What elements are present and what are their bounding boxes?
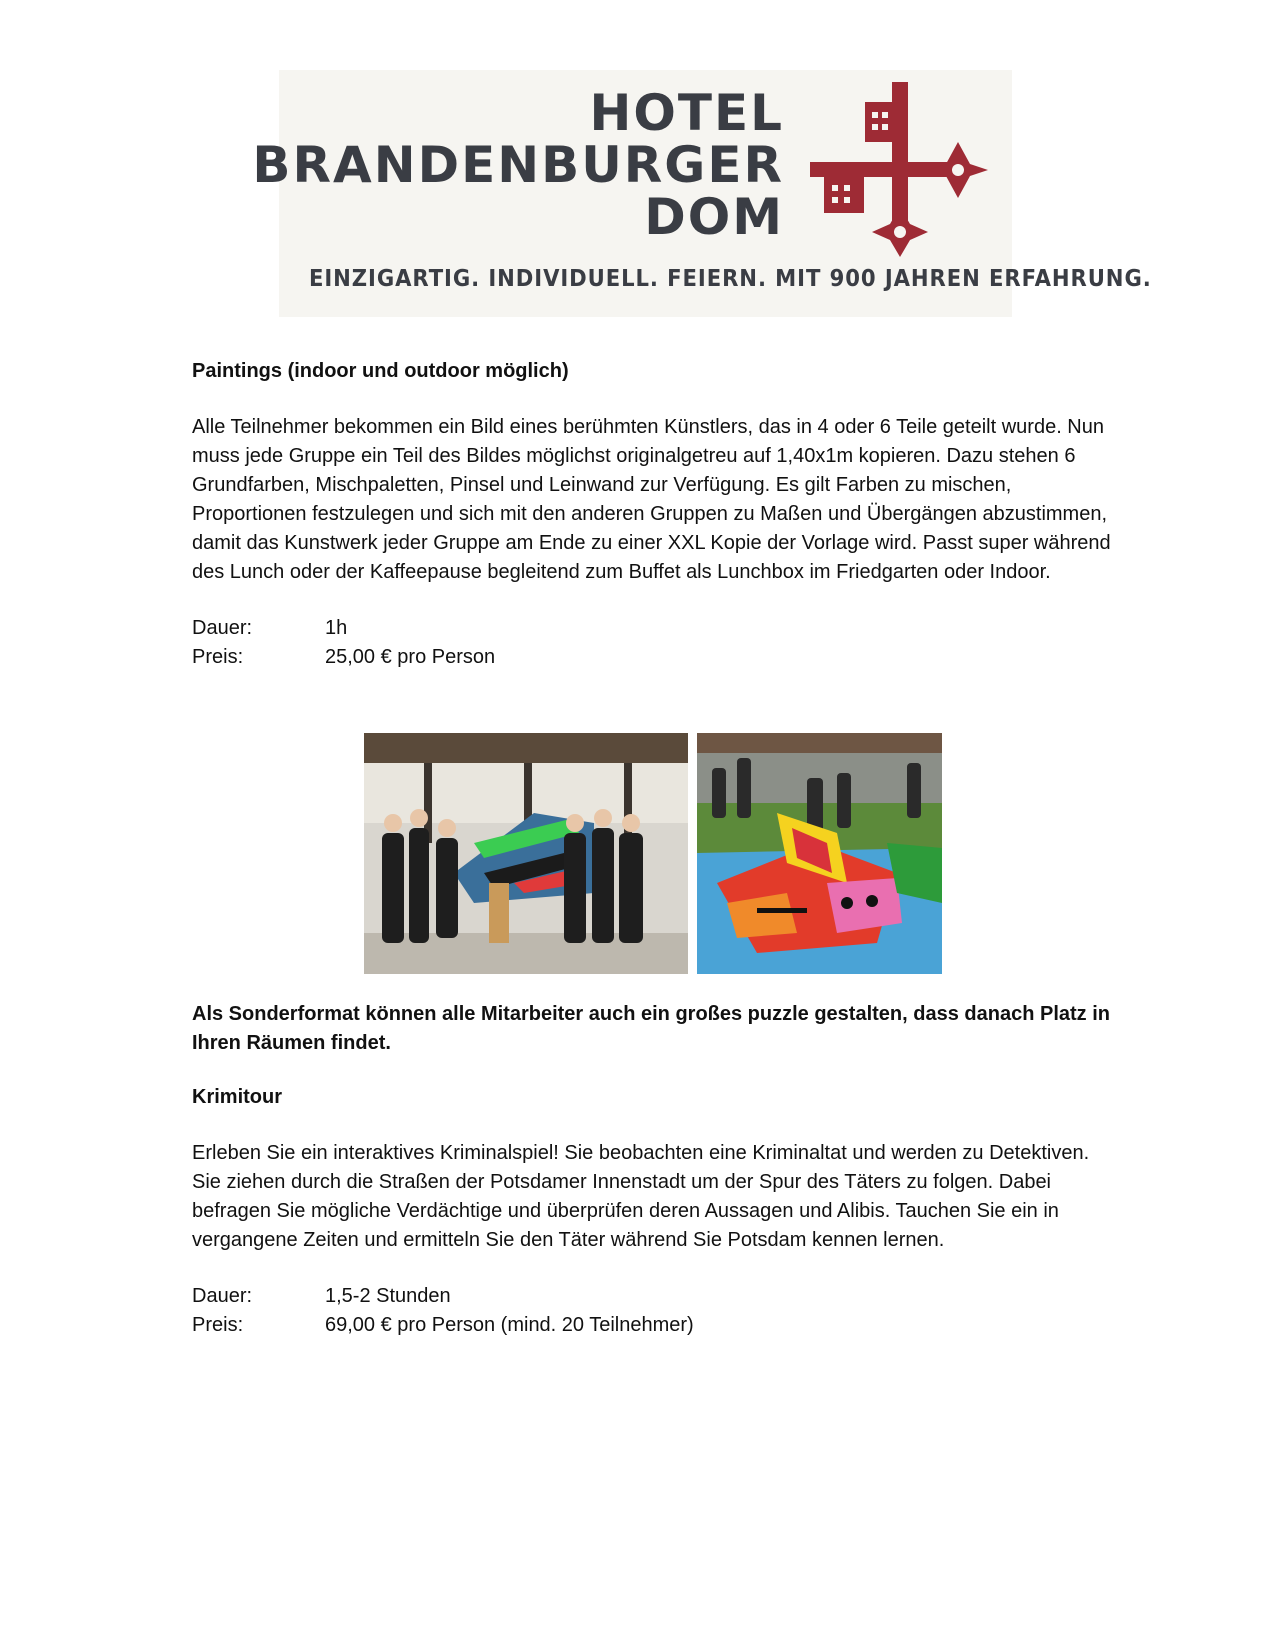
duration-row: [192, 1282, 1112, 1311]
section-body: Alle Teilnehmer bekommen ein Bild eines berühmten Künstlers, das in 4 oder 6 Teile geteilt wurde. Nun muss jede Gruppe ein Teil des Bildes möglichst originalgetreu auf 1,40x1m kopieren. Dazu stehen 6 Grundfarben, Mischpaletten, Pinsel und Leinwand zur Verfügung. Es gilt Farben zu mischen, Proportionen festzulegen und sich mit den anderen Gruppen zu Maßen und Übergängen abzustimmen, damit das Kunstwerk jeder Gruppe am Ende zu einer XXL Kopie der Vorlage wird. Passt super während des Lunch oder der Kaffeepause begleitend zum Buffet als Lunchbox im Friedgarten oder Indoor.: [192, 416, 1111, 583]
photo-outdoor-canvas-on-lawn: [697, 733, 942, 974]
section-body: Erleben Sie ein interaktives Kriminalspiel! Sie beobachten eine Kriminaltat und werden zu Detektiven. Sie ziehen durch die Straßen der Potsdamer Innenstadt um der Spur des Täters zu folgen. Dabei befragen Sie mögliche Verdächtige und überprüfen deren Aussagen und Alibis. Tauchen Sie ein in vergangene Zeiten und ermitteln Sie den Täter während Sie Potsdam kennen lernen.: [192, 1142, 1090, 1251]
logo-tagline: EINZIGARTIG. INDIVIDUELL. FEIERN. MIT 900 JAHREN ERFAHRUNG.: [309, 266, 1152, 292]
note-text: Als Sonderformat können alle Mitarbeiter auch ein großes puzzle gestalten, dass danach Platz in Ihren Räumen findet.: [192, 1003, 1110, 1054]
logo-line-brandenburger: BRANDENBURGER: [252, 136, 784, 194]
duration-value: 1,5-2 Stunden: [325, 1285, 451, 1307]
photo-group-painting-indoor: [364, 733, 688, 974]
price-row: [192, 643, 1112, 672]
price-value: 25,00 € pro Person: [325, 646, 496, 668]
logo-line-hotel: HOTEL: [589, 84, 784, 142]
price-row: [192, 1311, 1112, 1340]
section-krimitour: [192, 1083, 1112, 1340]
photo-strip: [364, 733, 942, 974]
key-cross-emblem-icon: [810, 82, 990, 257]
duration-row: [192, 614, 1112, 643]
puzzle-note: [192, 1000, 1112, 1058]
hotel-logo: [252, 70, 1152, 317]
price-value: 69,00 € pro Person (mind. 20 Teilnehmer): [325, 1314, 694, 1336]
section-title: Krimitour: [192, 1086, 282, 1108]
duration-value: 1h: [325, 617, 348, 639]
duration-label: Dauer:: [192, 617, 253, 639]
section-paintings: [192, 357, 1112, 672]
price-label: Preis:: [192, 646, 244, 668]
section-title: Paintings (indoor und outdoor möglich): [192, 360, 569, 382]
duration-label: Dauer:: [192, 1285, 253, 1307]
price-label: Preis:: [192, 1314, 244, 1336]
logo-line-dom: DOM: [644, 188, 784, 246]
